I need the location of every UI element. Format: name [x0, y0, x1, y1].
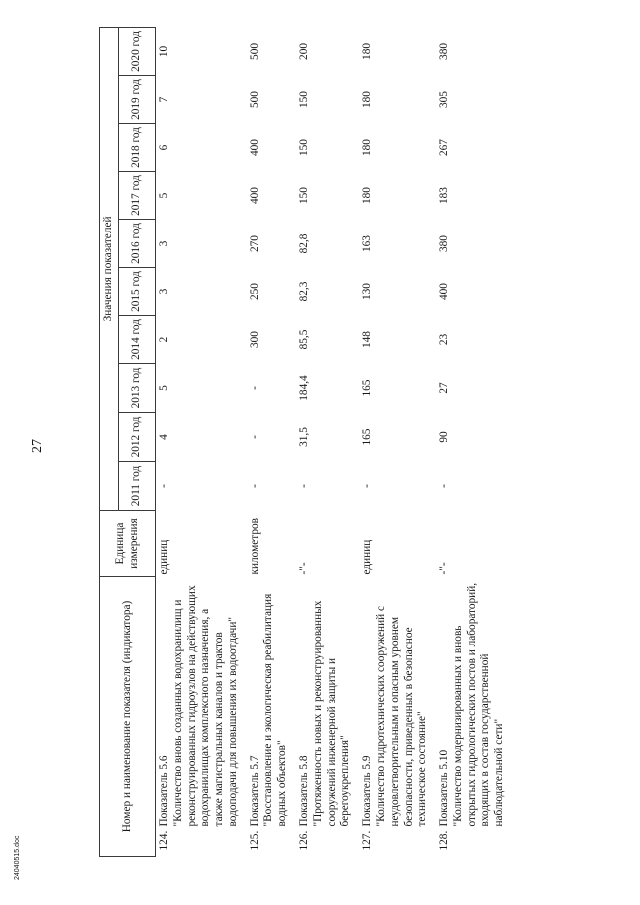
indicator-title: "Протяженность новых и реконструированных сооружений инженерной защиты и берегоукрепления" [311, 600, 352, 827]
header-year: 2014 год [119, 316, 156, 364]
value-cell: 305 [438, 91, 451, 108]
value-cell: 163 [361, 235, 374, 252]
indicator-name [156, 577, 247, 833]
value-cell: - [248, 386, 261, 390]
indicator-name [296, 577, 359, 833]
value-cell: 200 [298, 42, 311, 60]
value-cell: 5 [158, 385, 170, 391]
value-cell: 27 [438, 382, 451, 394]
value-cell: 3 [158, 240, 170, 247]
value-cell: 500 [248, 42, 261, 60]
value-cell: 5 [158, 192, 170, 199]
row-number: 126. [298, 830, 311, 851]
indicator-name [359, 577, 436, 833]
indicator-title: "Количество модернизированных и вновь открытых гидрологических постов и лабораторий, входящих в состав государственной наблюдательной сети" [451, 582, 506, 827]
row-number: 128. [438, 830, 451, 851]
value-cell: 82,3 [298, 281, 311, 302]
value-cell: 4 [158, 434, 170, 440]
value-cell: 380 [438, 42, 451, 60]
table-body [156, 27, 513, 856]
row-number: 125. [248, 830, 261, 851]
value-cell: - [361, 484, 374, 488]
value-cell: 270 [248, 235, 261, 252]
value-cell: 500 [248, 91, 261, 108]
header-year: 2018 год [119, 124, 156, 172]
value-cell: 400 [248, 139, 261, 156]
row-number: 127. [361, 830, 374, 851]
unit-cell: единиц [361, 539, 374, 575]
rotated-table-container [99, 27, 619, 857]
header-year: 2020 год [119, 27, 156, 75]
unit-cell: километров [248, 518, 261, 575]
indicator-code: Показатель 5.7 [248, 755, 261, 827]
table-row [156, 27, 247, 856]
value-cell: 380 [438, 235, 451, 252]
value-cell: 85,5 [298, 329, 311, 350]
value-cell: 400 [248, 187, 261, 204]
indicator-code: Показатель 5.8 [298, 755, 311, 827]
indicator-code: Показатель 5.10 [438, 749, 451, 827]
value-cell: 180 [361, 139, 374, 156]
value-cell: - [248, 484, 261, 488]
value-cell: 3 [158, 288, 170, 295]
row-number: 124. [158, 830, 170, 851]
value-cell: 180 [361, 42, 374, 60]
value-cell: 150 [298, 91, 311, 108]
value-cell: 150 [298, 139, 311, 156]
value-cell: - [248, 435, 261, 439]
table-row [436, 27, 513, 856]
indicator-table [99, 27, 513, 857]
value-cell: 180 [361, 91, 374, 108]
value-cell: 82,8 [298, 233, 311, 254]
value-cell: - [158, 484, 170, 488]
header-year: 2019 год [119, 76, 156, 124]
value-cell: 148 [361, 331, 374, 348]
indicator-code: Показатель 5.9 [361, 755, 374, 827]
value-cell: 23 [438, 333, 451, 346]
value-cell: - [298, 484, 311, 488]
value-cell: 90 [438, 431, 451, 443]
indicator-code: Показатель 5.6 [158, 755, 170, 827]
value-cell: 7 [158, 96, 170, 103]
table-row [296, 27, 359, 856]
file-reference: 24040515.doc [14, 835, 21, 880]
page-number: 27 [30, 439, 45, 453]
value-cell: 165 [361, 428, 374, 446]
value-cell: 267 [438, 139, 451, 156]
value-cell: 130 [361, 283, 374, 300]
header-year: 2015 год [119, 268, 156, 316]
indicator-name [247, 577, 296, 833]
header-year: 2016 год [119, 220, 156, 268]
table-row [359, 27, 436, 856]
value-cell: 31,5 [298, 427, 311, 447]
value-cell: 180 [361, 187, 374, 204]
header-unit: Единица измерения [100, 511, 156, 577]
value-cell: 150 [298, 187, 311, 204]
indicator-title: "Восстановление и экологическая реабилитация водных объектов" [262, 593, 289, 827]
header-name: Номер и наименование показателя (индикатора) [100, 577, 156, 857]
table-row [247, 27, 296, 856]
value-cell: 6 [158, 144, 170, 151]
unit-cell: -"- [438, 562, 451, 575]
header-year: 2013 год [119, 364, 156, 413]
indicator-title: "Количество гидротехнических сооружений с неудовлетворительным и опасным уровнем безопасности, приведенных в безопасное техническое состояние" [374, 606, 429, 827]
value-cell: 165 [361, 379, 374, 397]
header-year: 2017 год [119, 172, 156, 220]
value-cell: 300 [248, 331, 261, 348]
header-year: 2012 год [119, 413, 156, 462]
value-cell: 183 [438, 187, 451, 204]
unit-cell: -"- [298, 562, 311, 575]
value-cell: 2 [158, 336, 170, 343]
value-cell: 184,4 [298, 375, 311, 401]
value-cell: 250 [248, 283, 261, 300]
value-cell: 400 [438, 283, 451, 300]
value-cell: 10 [158, 45, 170, 58]
value-cell: - [438, 484, 451, 488]
header-year: 2011 год [119, 462, 156, 511]
header-values-group: Значения показателей [100, 27, 119, 510]
indicator-name [436, 577, 513, 833]
unit-cell: единиц [158, 539, 170, 575]
indicator-title: "Количество вновь созданных водохранилищ и реконструированных гидроузлов на действующих водохранилищах комплексного назначения, а также магистральных каналов и трактов водоподачи для повышения их водоотдачи" [171, 585, 239, 827]
table-header [100, 27, 156, 856]
